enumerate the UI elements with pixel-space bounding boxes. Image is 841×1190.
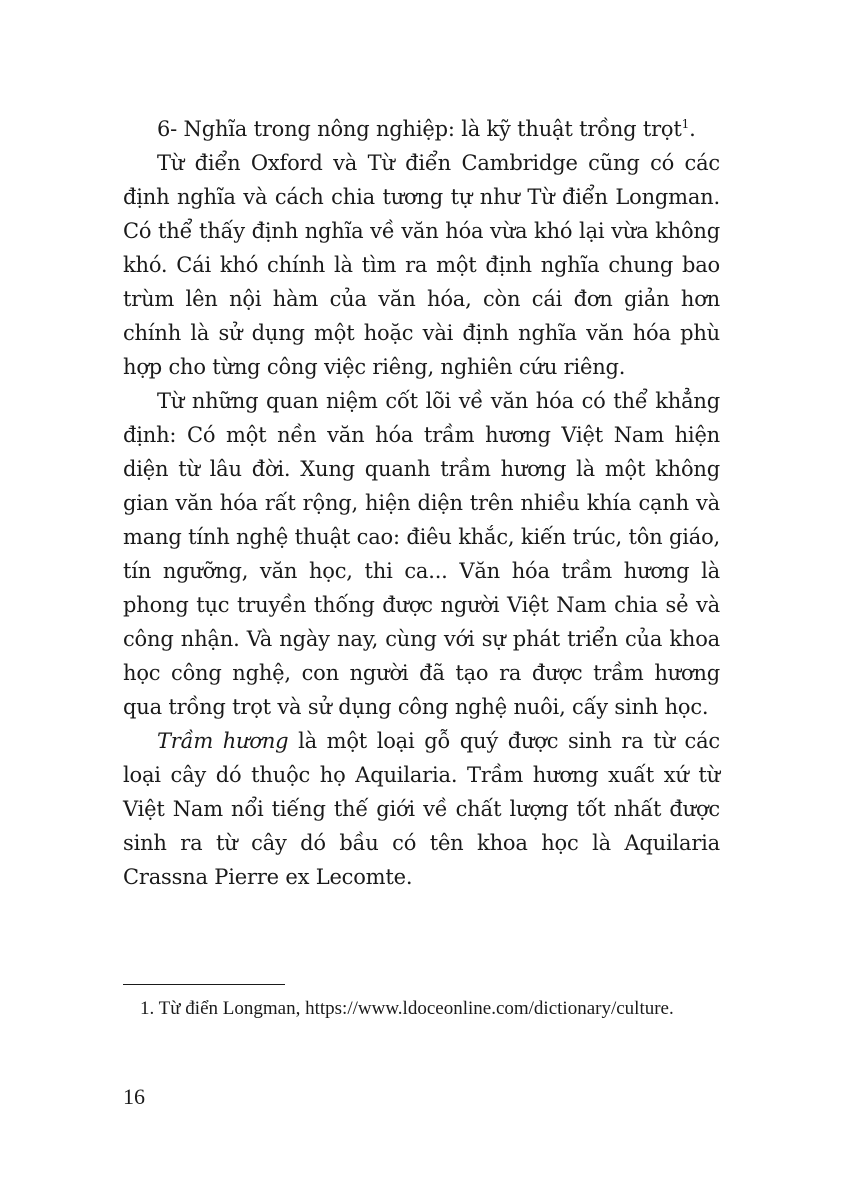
main-text-block	[123, 112, 720, 894]
paragraph-4-text: là một loại gỗ quý được sinh ra từ các loại cây dó thuộc họ Aquilaria. Trầm hương xuất xứ từ Việt Nam nổi tiếng thế giới về chất lượng tốt nhất được sinh ra từ cây dó bầu có tên khoa học là Aquilaria Crassna Pierre ex Lecomte.	[123, 729, 720, 889]
footnote: 1. Từ điển Longman, https://www.ldoceonline.com/dictionary/culture.	[140, 998, 674, 1019]
paragraph-1-tail: .	[689, 117, 696, 141]
italic-term: Trầm hương	[157, 729, 289, 753]
paragraph-4	[123, 724, 720, 894]
paragraph-1	[123, 112, 720, 146]
body-text	[123, 112, 720, 894]
paragraph-3: Từ những quan niệm cốt lõi về văn hóa có thể khẳng định: Có một nền văn hóa trầm hương Việt Nam hiện diện từ lâu đời. Xung quanh trầm hương là một không gian văn hóa rất rộng, hiện diện trên nhiều khía cạnh và mang tính nghệ thuật cao: điêu khắc, kiến trúc, tôn giáo, tín ngưỡng, văn học, thi ca... Văn hóa trầm hương là phong tục truyền thống được người Việt Nam chia sẻ và công nhận. Và ngày nay, cùng với sự phát triển của khoa học công nghệ, con người đã tạo ra được trầm hương qua trồng trọt và sử dụng công nghệ nuôi, cấy sinh học.	[123, 389, 720, 719]
paragraph-1-text: 6- Nghĩa trong nông nghiệp: là kỹ thuật trồng trọt	[157, 117, 682, 141]
page-number: 16	[123, 1084, 145, 1109]
footnote-divider	[123, 984, 285, 985]
footnote-reference[interactable]: 1	[681, 117, 690, 131]
paragraph-2: Từ điển Oxford và Từ điển Cambridge cũng có các định nghĩa và cách chia tương tự như Từ điển Longman. Có thể thấy định nghĩa về văn hóa vừa khó lại vừa không khó. Cái khó chính là tìm ra một định nghĩa chung bao trùm lên nội hàm của văn hóa, còn cái đơn giản hơn chính là sử dụng một hoặc vài định nghĩa văn hóa phù hợp cho từng công việc riêng, nghiên cứu riêng.	[123, 151, 720, 379]
